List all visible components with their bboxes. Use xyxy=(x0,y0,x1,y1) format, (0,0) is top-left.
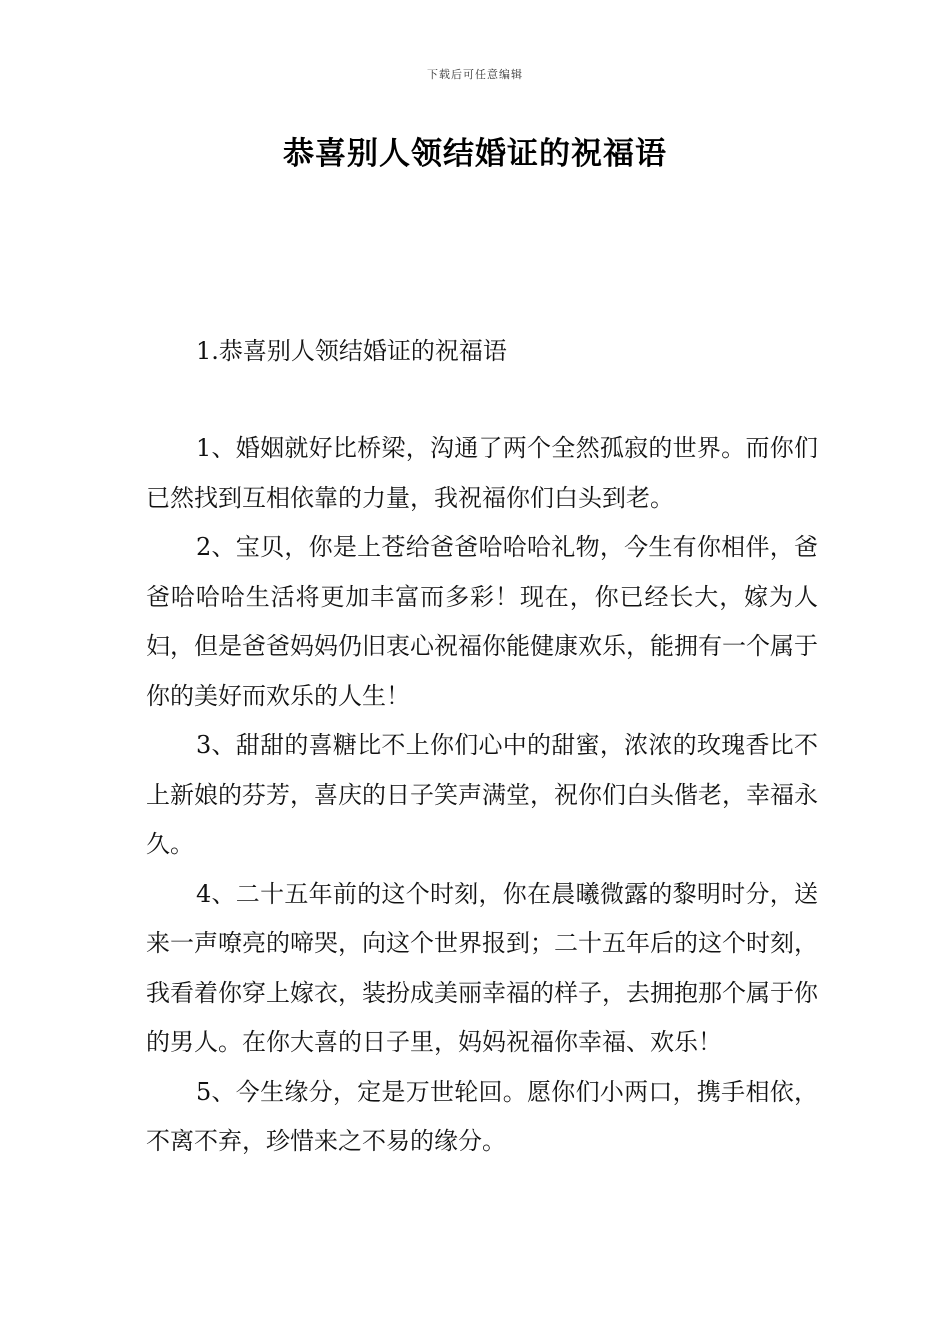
document-body xyxy=(146,424,818,1167)
paragraph-4: 4、二十五年前的这个时刻，你在晨曦微露的黎明时分，送来一声嘹亮的啼哭，向这个世界报到；二十五年后的这个时刻，我看着你穿上嫁衣，装扮成美丽幸福的样子，去拥抱那个属于你的男人。在你大喜的日子里，妈妈祝福你幸福、欢乐！ xyxy=(146,879,818,1056)
section-heading: 1.恭喜别人领结婚证的祝福语 xyxy=(196,337,507,365)
document-title: 恭喜别人领结婚证的祝福语 xyxy=(283,136,667,172)
header-note: 下载后可任意编辑 xyxy=(427,68,523,81)
paragraph-3: 3、甜甜的喜糖比不上你们心中的甜蜜，浓浓的玫瑰香比不上新娘的芬芳，喜庆的日子笑声满堂，祝你们白头偕老，幸福永久。 xyxy=(146,731,818,858)
paragraph-1: 1、婚姻就好比桥梁，沟通了两个全然孤寂的世界。而你们已然找到互相依靠的力量，我祝福你们白头到老。 xyxy=(146,434,818,512)
paragraph-2: 2、宝贝，你是上苍给爸爸哈哈哈礼物，今生有你相伴，爸爸哈哈哈生活将更加丰富而多彩！现在，你已经长大，嫁为人妇，但是爸爸妈妈仍旧衷心祝福你能健康欢乐，能拥有一个属于你的美好而欢乐的人生！ xyxy=(146,533,818,710)
paragraph-5: 5、今生缘分，定是万世轮回。愿你们小两口，携手相依，不离不弃，珍惜来之不易的缘分。 xyxy=(146,1077,818,1155)
